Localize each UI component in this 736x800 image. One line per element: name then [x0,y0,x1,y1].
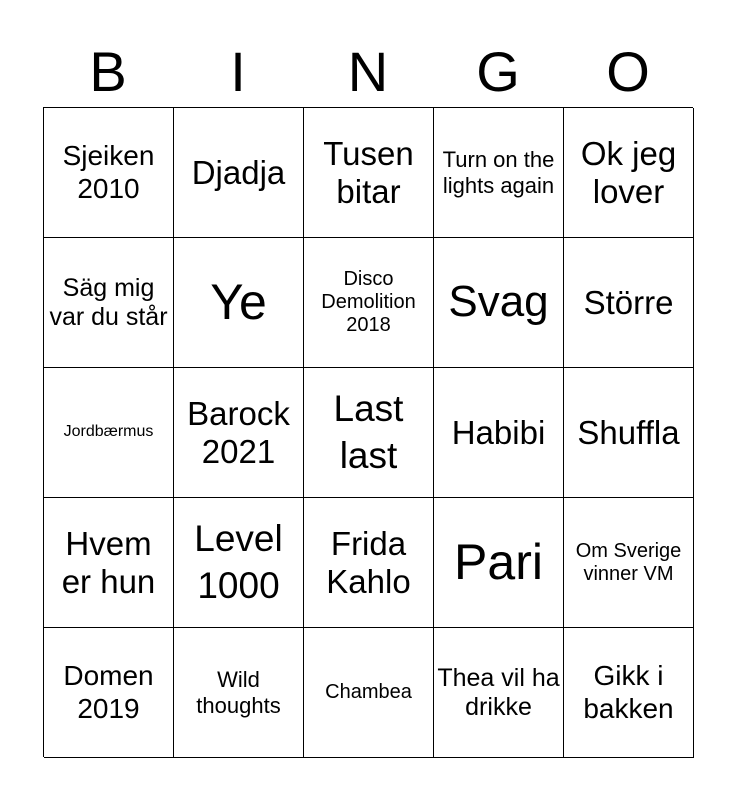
bingo-cell[interactable] [564,498,694,628]
cell-label: Om Sverige vinner VM [575,539,682,585]
cell-label: Säg mig var du står [49,273,168,331]
bingo-cell[interactable] [564,628,694,758]
bingo-cell[interactable] [304,238,434,368]
bingo-cell[interactable] [44,108,174,238]
cell-label: Habibi [451,413,546,451]
cell-label: Last last [333,388,404,476]
bingo-cell[interactable] [174,238,304,368]
bingo-cell[interactable] [174,628,304,758]
cell-label: Sjeiken 2010 [62,140,155,204]
cell-label: Thea vil ha drikke [437,663,560,721]
bingo-cell[interactable] [304,628,434,758]
bingo-header [43,38,693,106]
bingo-cell[interactable] [304,368,434,498]
cell-label: Chambea [325,681,412,703]
cell-label: Turn on the lights again [442,147,555,198]
bingo-cell[interactable] [44,368,174,498]
cell-label: Svag [448,277,549,327]
header-letter-o: O [606,40,650,103]
cell-label: Tusen bitar [323,134,414,210]
bingo-cell[interactable] [434,628,564,758]
cell-label: Pari [454,533,543,590]
header-letter-b: B [89,40,127,103]
cell-label: Barock 2021 [187,394,290,470]
cell-label: Jordbærmus [63,423,154,441]
cell-label: Gikk i bakken [583,660,674,724]
bingo-cell[interactable] [44,238,174,368]
cell-label: Level 1000 [194,518,283,606]
bingo-cell[interactable] [434,498,564,628]
header-letter-i: I [230,40,246,103]
cell-label: Hvem er hun [61,524,156,600]
cell-label: Shuffla [577,413,680,451]
bingo-cell[interactable] [434,108,564,238]
bingo-cell[interactable] [564,368,694,498]
bingo-cell[interactable] [174,108,304,238]
bingo-cell[interactable] [44,498,174,628]
bingo-cell[interactable] [434,368,564,498]
bingo-cell[interactable] [304,498,434,628]
cell-label: Större [583,283,674,321]
cell-label: Disco Demolition 2018 [321,268,416,336]
bingo-cell[interactable] [434,238,564,368]
cell-label: Ye [210,273,267,330]
bingo-cell[interactable] [564,238,694,368]
bingo-board [43,107,693,757]
cell-label: Ok jeg lover [580,134,677,210]
bingo-cell[interactable] [564,108,694,238]
header-letter-n: N [347,40,389,103]
bingo-cell[interactable] [174,368,304,498]
header-letter-g: G [476,40,520,103]
bingo-cell[interactable] [44,628,174,758]
cell-label: Wild thoughts [196,667,281,718]
bingo-cell[interactable] [174,498,304,628]
bingo-cell[interactable] [304,108,434,238]
cell-label: Djadja [191,153,286,191]
cell-label: Domen 2019 [63,660,154,724]
cell-label: Frida Kahlo [326,524,411,600]
